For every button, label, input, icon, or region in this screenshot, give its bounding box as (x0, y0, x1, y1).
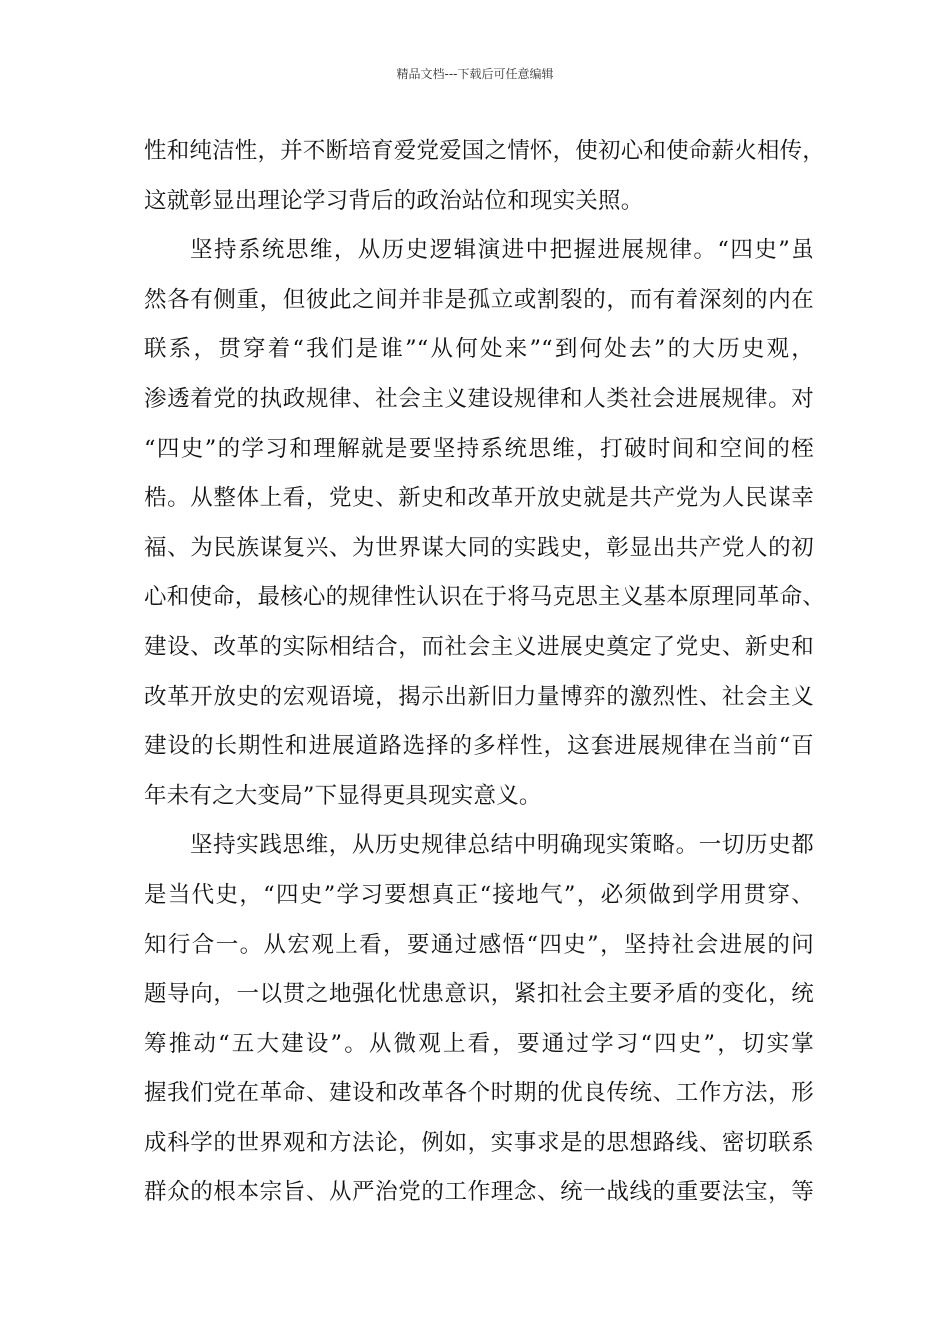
text-line: 福、为民族谋复兴、为世界谋大同的实践史，彰显出共产党人的初 (144, 534, 814, 561)
text-line: 性和纯洁性，并不断培育爱党爱国之情怀，使初心和使命薪火相传， (144, 138, 826, 164)
text-line: “四史”的学习和理解就是要坚持系统思维，打破时间和空间的桎 (144, 435, 814, 462)
text-line: 联系，贯穿着“我们是谁”“从何处来”“到何处去”的大历史观， (144, 336, 814, 363)
text-line: 坚持实践思维，从历史规律总结中明确现实策略。一切历史都 (190, 832, 814, 859)
text-line: 坚持系统思维，从历史逻辑演进中把握进展规律。“四史”虽 (190, 237, 814, 264)
text-line: 心和使命，最核心的规律性认识在于将马克思主义基本原理同革命、 (144, 584, 826, 611)
paragraph (144, 127, 826, 226)
text-line: 建设、改革的实际相结合，而社会主义进展史奠定了党史、新史和 (144, 633, 814, 660)
text-line: 建设的长期性和进展道路选择的多样性，这套进展规律在当前“百 (144, 733, 814, 760)
text-line: 然各有侧重，但彼此之间并非是孤立或割裂的，而有着深刻的内在 (144, 286, 814, 313)
text-line: 握我们党在革命、建设和改革各个时期的优良传统、工作方法，形 (144, 1080, 814, 1107)
paragraph (144, 821, 814, 1218)
text-line: 筹推动“五大建设”。从微观上看，要通过学习“四史”，切实掌 (144, 1030, 814, 1057)
text-line: 题导向，一以贯之地强化忧患意识，紧扣社会主要矛盾的变化，统 (144, 981, 814, 1008)
text-line: 成科学的世界观和方法论，例如，实事求是的思想路线、密切联系 (144, 1129, 814, 1156)
text-line: 是当代史，“四史”学习要想真正“接地气”，必须做到学用贯穿、 (144, 881, 814, 908)
text-line: 群众的根本宗旨、从严治党的工作理念、统一战线的重要法宝，等 (144, 1179, 814, 1206)
text-line: 梏。从整体上看，党史、新史和改革开放史就是共产党为人民谋幸 (144, 485, 814, 512)
text-line: 渗透着党的执政规律、社会主义建设规律和人类社会进展规律。对 (144, 385, 814, 412)
text-line: 知行合一。从宏观上看，要通过感悟“四史”，坚持社会进展的问 (144, 931, 814, 958)
text-line: 这就彰显出理论学习背后的政治站位和现实关照。 (144, 187, 644, 214)
paragraph (144, 226, 826, 821)
body-text (144, 127, 826, 1218)
page-header: 精品文档---下载后可任意编辑 (396, 67, 554, 81)
text-line: 年未有之大变局”下显得更具现实意义。 (144, 782, 542, 809)
text-line: 改革开放史的宏观语境，揭示出新旧力量博弈的激烈性、社会主义 (144, 683, 814, 710)
